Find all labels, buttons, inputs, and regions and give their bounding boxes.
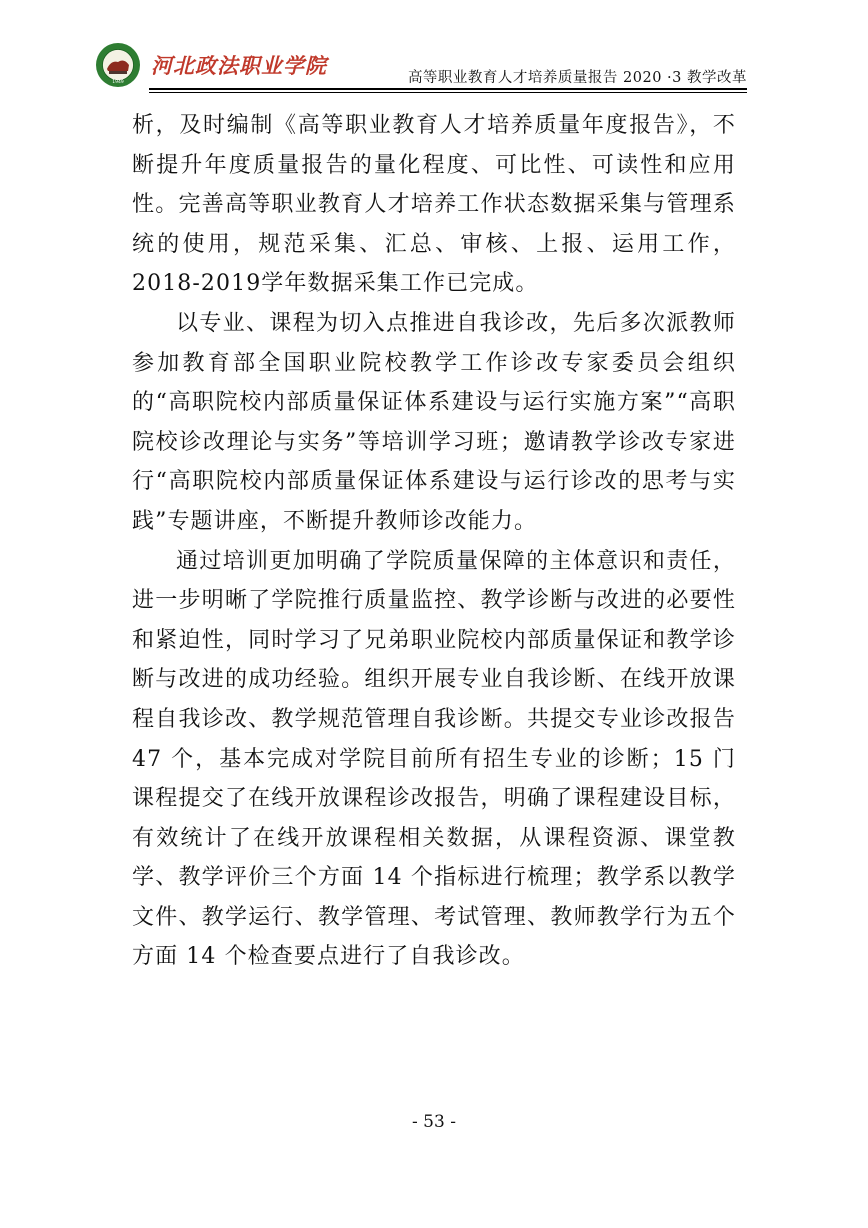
paragraph-1: 析，及时编制《高等职业教育人才培养质量年度报告》，不断提升年度质量报告的量化程度、可比性、可读性和应用性。完善高等职业教育人才培养工作状态数据采集与管理系统的使用，规范采集、汇总、审核、上报、运用工作，2018-2019学年数据采集工作已完成。 — [132, 113, 736, 297]
paragraph-2: 以专业、课程为切入点推进自我诊改，先后多次派教师参加教育部全国职业院校教学工作诊改专家委员会组织的“高职院校内部质量保证体系建设与运行实施方案”“高职院校诊改理论与实务”等培训学习班；邀请教学诊改专家进行“高职院校内部质量保证体系建设与运行诊改的思考与实践”专题讲座，不断提升教师诊改能力。 — [132, 310, 736, 534]
page-number: - 53 - — [412, 1112, 456, 1132]
body-text — [132, 106, 736, 977]
report-header-title: 高等职业教育人才培养质量报告 2020 ·3 教学改革 — [407, 70, 747, 86]
logo-year: 1949 — [112, 80, 124, 85]
header-rule — [149, 88, 747, 90]
page-header — [95, 38, 747, 90]
header-rule-thin — [149, 92, 747, 93]
paragraph-3: 通过培训更加明确了学院质量保障的主体意识和责任，进一步明晰了学院推行质量监控、教学诊断与改进的必要性和紧迫性，同时学习了兄弟职业院校内部质量保证和教学诊断与改进的成功经验。组织开展专业自我诊断、在线开放课程自我诊改、教学规范管理自我诊断。共提交专业诊改报告 47 个，基本完成对学院目前所有招生专业的诊断；15 门课程提交了在线开放课程诊改报告，明确了课程建设目标，有效统计了在线开放课程相关数据，从课程资源、课堂教学、教学评价三个方面 14 个指标进行梳理；教学系以教学文件、教学运行、教学管理、考试管理、教师教学行为五个方面 14 个检查要点进行了自我诊改。 — [132, 548, 736, 970]
college-logo-icon — [95, 42, 141, 88]
college-brand-name: 河北政法职业学院 — [151, 53, 327, 78]
